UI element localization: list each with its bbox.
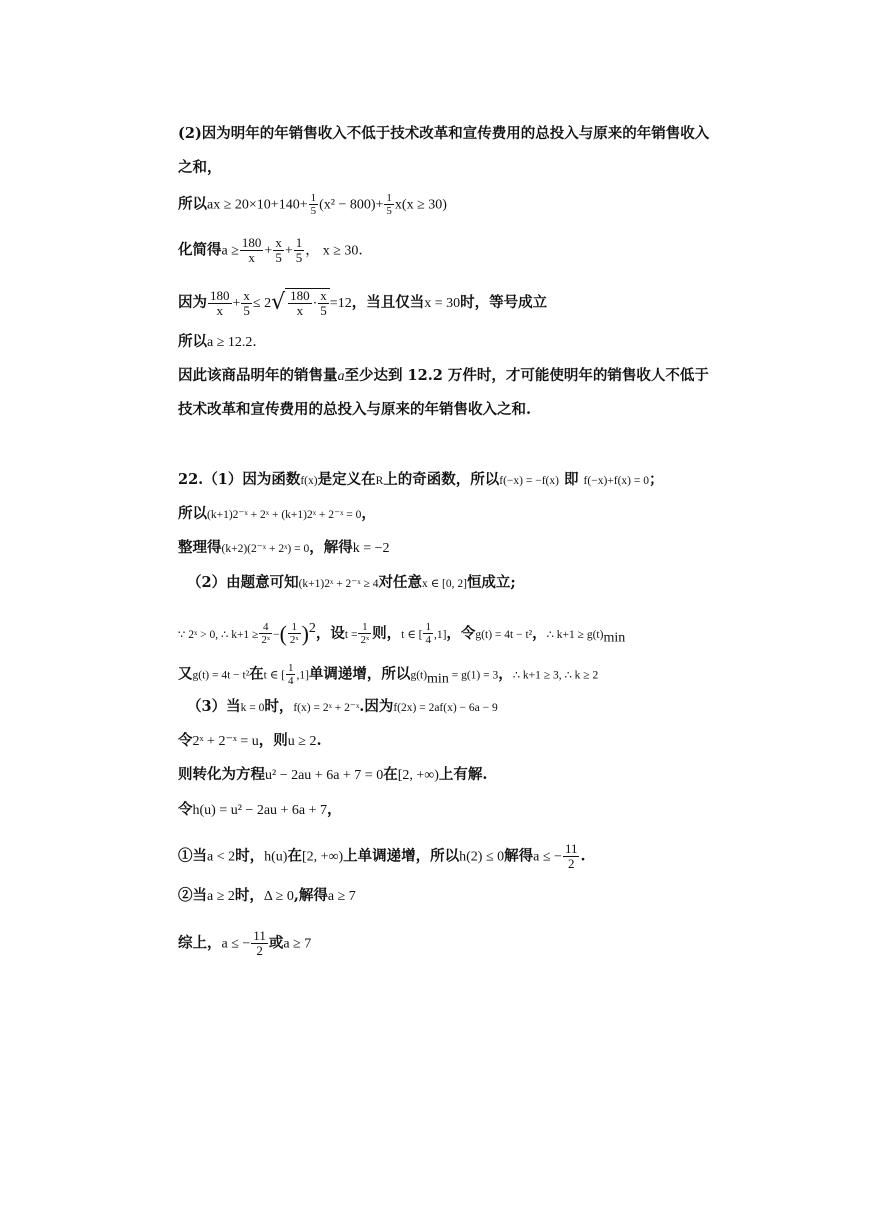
math: f(−x) = −f(x)	[499, 475, 559, 487]
fraction: $\frac{x}{5}$	[275, 235, 282, 265]
math: 2	[308, 621, 316, 636]
text: 对任意	[378, 574, 423, 591]
text: ，则	[258, 732, 288, 749]
fraction: $\frac{1}{4}$	[287, 662, 294, 687]
text: 22.（1）因为函数	[178, 471, 301, 488]
fraction: $\frac{180}{x}$	[290, 288, 310, 318]
formula-line	[178, 192, 447, 217]
text: 即	[558, 471, 584, 488]
text: 是定义在	[317, 471, 376, 488]
text-line	[178, 124, 709, 144]
text: 上有解.	[438, 766, 488, 783]
fraction: $\frac{x}{5}$	[320, 288, 327, 318]
math: h(2) ≤ 0	[459, 849, 505, 865]
formula-line	[187, 573, 516, 594]
fraction: $\frac{1}{5}$	[310, 192, 317, 217]
text-line	[178, 400, 531, 420]
formula-line	[178, 662, 598, 689]
math: ,1]	[433, 628, 447, 641]
math: t =	[344, 628, 358, 641]
text: 又	[178, 665, 193, 683]
formula-line	[178, 538, 390, 559]
math: x ∈ [0, 2]	[422, 578, 467, 590]
text: ②当	[178, 887, 207, 904]
text: .	[316, 732, 322, 749]
math: ≤ 2	[252, 296, 272, 311]
fraction: $\frac{x}{5}$	[243, 287, 250, 318]
text: 因为	[178, 294, 207, 311]
text: 因此该商品明年的销售量	[178, 367, 338, 384]
fraction: $\frac{180}{x}$	[210, 287, 230, 318]
text: .	[580, 847, 586, 865]
text: （3）当	[187, 698, 241, 715]
formula-line	[178, 236, 372, 265]
text: ，设	[315, 624, 345, 642]
math: f(x)	[300, 475, 318, 487]
text: 之和，	[178, 159, 222, 176]
math: f(−x)+f(x) = 0	[583, 475, 649, 487]
text: 在	[383, 766, 398, 783]
math: f(x) = 2ˣ + 2⁻ˣ	[293, 702, 360, 714]
math: a ≤ −	[533, 849, 562, 865]
text: 上单调递增，所以	[343, 847, 460, 865]
formula-line	[178, 332, 266, 353]
text: ，当且仅当	[351, 294, 425, 311]
math: x(x ≥ 30)	[394, 197, 447, 213]
text: 时，	[264, 698, 294, 715]
math: a ≥ 2	[207, 889, 235, 904]
text: 技术改革和宣传费用的总投入与原来的年销售收入之和.	[178, 401, 532, 418]
math: (k+1)2⁻ˣ + 2ˣ + (k+1)2ˣ + 2⁻ˣ = 0	[207, 509, 362, 521]
math: a ≥	[221, 243, 239, 259]
text: 综上，	[178, 934, 222, 952]
math: g(t) = 4t − t²	[192, 669, 250, 682]
text: 或	[268, 934, 284, 952]
math: ∴ k+1 ≥ 3, ∴ k ≥ 2	[512, 669, 599, 682]
math: u² − 2au + 6a + 7 = 0	[265, 768, 384, 783]
math: ∵ 2ˣ > 0, ∴ k+1 ≥	[178, 628, 259, 641]
fraction: $\frac{180}{x}$	[241, 235, 262, 265]
formula-line	[178, 929, 311, 958]
text: 在	[287, 847, 302, 865]
text: 所以	[178, 195, 207, 213]
text: 令	[178, 801, 193, 818]
math: g(t)	[410, 669, 428, 682]
math: k = 0	[240, 702, 265, 714]
math: ∴ k+1 ≥ g(t)	[546, 628, 604, 641]
math: g(t) = 4t − t²	[475, 628, 533, 641]
math: k = −2	[352, 541, 390, 556]
text-line	[178, 366, 709, 387]
text: （2）由题意可知	[187, 574, 299, 591]
formula-line	[178, 288, 547, 318]
formula-line	[187, 697, 498, 718]
text: 在	[249, 665, 264, 683]
math: min	[427, 671, 449, 687]
text: 解得	[504, 847, 534, 865]
math: Δ ≥ 0	[263, 889, 294, 904]
math: ， x ≥ 30．	[305, 243, 373, 259]
sqrt-icon: √	[271, 290, 286, 315]
math: R	[375, 475, 384, 487]
text: (2)因为明年的年销售收入不低于技术改革和宣传费用的总投入与原来的年销售收入	[178, 125, 710, 142]
math: ,1]	[296, 669, 309, 682]
math: h(u) = u² − 2au + 6a + 7	[192, 803, 328, 818]
formula-line	[178, 765, 487, 786]
formula-line	[178, 504, 376, 525]
text: 所以	[178, 505, 207, 522]
math: (x² − 800)+	[319, 197, 384, 213]
math: =12	[329, 296, 352, 311]
text: 至少达到 12.2 万件时，才可能使明年的销售收人不低于	[344, 367, 709, 384]
formula-line	[178, 731, 322, 752]
formula-line	[178, 842, 586, 871]
text: 则转化为方程	[178, 766, 265, 783]
math: +	[284, 243, 293, 259]
math: +	[264, 243, 273, 259]
math: (k+1)2ˣ + 2⁻ˣ ≥ 4	[298, 578, 379, 590]
math: a ≥ 7	[283, 936, 312, 952]
math: = g(1) = 3	[448, 669, 499, 682]
formula-line	[178, 886, 356, 907]
fraction: $\frac{4}{\text{2ˣ}}$	[261, 621, 271, 647]
math: −	[273, 628, 280, 641]
math: f(2x) = 2af(x) − 6a − 9	[393, 702, 498, 714]
text: ①当	[178, 847, 207, 865]
fraction: $\frac{1}{5}$	[295, 235, 303, 265]
text: .因为	[359, 698, 394, 715]
math: a	[337, 369, 345, 384]
math: +	[232, 296, 241, 311]
math: x = 30	[424, 296, 461, 311]
text: 化简得	[178, 241, 222, 259]
text: 时，等号成立	[460, 294, 548, 311]
text: ，	[361, 505, 376, 522]
math: t ∈ [	[263, 669, 285, 682]
text-line	[178, 158, 222, 178]
math: a < 2	[207, 849, 236, 865]
text: 则，	[372, 624, 402, 642]
text: 单调递增，所以	[308, 665, 411, 683]
text: ，解得	[309, 539, 353, 556]
text: ，	[498, 665, 513, 683]
text: 上的奇函数，所以	[383, 471, 500, 488]
math: min	[603, 630, 626, 646]
fraction: $\frac{1}{5}$	[386, 192, 392, 217]
text: 令	[178, 732, 193, 749]
math: ax ≥ 20×10+140+	[207, 197, 308, 213]
fraction: $\frac{11}{2}$	[253, 928, 266, 958]
formula-line	[178, 470, 663, 491]
fraction: $\frac{1}{\text{2ˣ}}$	[289, 621, 299, 647]
math: a ≥ 12.2．	[207, 335, 267, 350]
text: 恒成立;	[466, 574, 516, 591]
radicand: $\frac{180}{x}$ · $\frac{x}{5}$	[285, 288, 330, 318]
fraction: $\frac{1}{4}$	[425, 621, 431, 647]
text: 时，	[235, 847, 265, 865]
math: [2, +∞)	[397, 768, 439, 783]
formula-line: ∵ 2ˣ > 0, ∴ k+1 ≥ $\frac{4}{\text{2ˣ}}$ −( $\frac{1}{\text{2ˣ}}$ )$^2$，设t = $\frac{1}{\text{2ˣ}}$ 则，t ∈ [ $\frac{1}{4}$ ,1]，令g(t) = 4t − t²，∴ $k+1 \ge g(t)_{min}$	[178, 620, 626, 647]
text: 整理得	[178, 539, 222, 556]
text: ,解得	[293, 887, 328, 904]
text: ，	[532, 624, 547, 642]
fraction: $\frac{1}{\text{2ˣ}}$	[360, 621, 370, 647]
math: a ≥ 7	[327, 889, 356, 904]
math: u ≥ 2	[287, 734, 317, 749]
formula-line	[178, 800, 342, 821]
math: a ≤ −	[221, 936, 251, 952]
math: t ∈ [	[401, 628, 423, 641]
text: 时，	[234, 887, 264, 904]
math: [2, +∞)	[301, 849, 344, 865]
math: 2ˣ + 2⁻ˣ = u	[192, 734, 259, 749]
text: ，	[327, 801, 342, 818]
text: ；	[648, 471, 664, 488]
text: ，令	[446, 624, 476, 642]
text: 所以	[178, 333, 207, 350]
fraction: $\frac{11}{2}$	[564, 841, 578, 871]
math: h(u)	[264, 849, 288, 865]
math: (k+2)(2⁻ˣ + 2ˣ) = 0	[221, 543, 310, 555]
